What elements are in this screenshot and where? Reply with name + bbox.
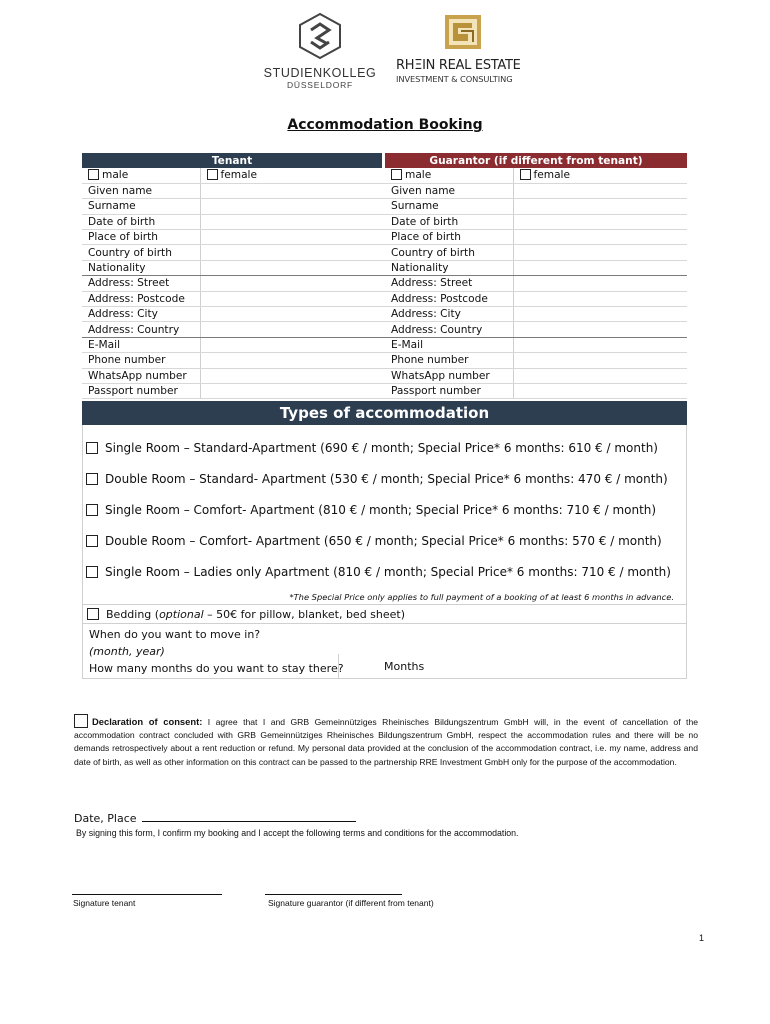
field-rows [82,183,687,398]
signature-tenant-label: Signature tenant [73,898,136,908]
guarantor-field-input[interactable] [513,307,687,322]
studienkolleg-name: STUDIENKOLLEG [263,66,377,80]
table-row [82,383,687,398]
tenant-female-label: female [220,169,258,182]
tenant-field-input[interactable] [200,383,382,398]
guarantor-field-input[interactable] [513,353,687,368]
guarantor-field-input[interactable] [513,368,687,383]
consent-checkbox[interactable] [74,714,88,728]
guarantor-field-label: Address: Country [385,322,513,337]
rhein-subtitle: INVESTMENT & CONSULTING [396,74,513,84]
guarantor-header: Guarantor (if different from tenant) [385,153,687,168]
option-double-standard[interactable] [86,472,668,486]
tenant-field-label: Address: Postcode [82,291,200,306]
tenant-field-input[interactable] [200,368,382,383]
signature-guarantor-line[interactable] [265,894,402,895]
guarantor-field-label: Address: City [385,307,513,322]
tenant-field-input[interactable] [200,337,382,352]
tenant-field-input[interactable] [200,307,382,322]
tenant-field-input[interactable] [200,353,382,368]
move-in-hint: (month, year) [89,645,165,658]
option-checkbox[interactable] [86,442,98,454]
tenant-field-label: Country of birth [82,245,200,260]
tenant-field-input[interactable] [200,260,382,275]
tenant-male-checkbox[interactable] [88,169,99,180]
tenant-field-input[interactable] [200,214,382,229]
tenant-field-input[interactable] [200,230,382,245]
option-checkbox[interactable] [86,535,98,547]
guarantor-field-label: Place of birth [385,230,513,245]
table-row [82,183,687,198]
studienkolleg-city: DÜSSELDORF [286,80,354,90]
option-double-comfort[interactable] [86,534,662,548]
tenant-field-label: E-Mail [82,337,200,352]
guarantor-male-option[interactable] [385,168,513,183]
tenant-female-checkbox[interactable] [207,169,218,180]
guarantor-field-label: Country of birth [385,245,513,260]
bedding-option[interactable] [82,604,687,624]
rhein-name: RHΞIN REAL ESTATE [396,58,521,73]
bedding-optional: optional [159,608,204,621]
tenant-field-label: Given name [82,183,200,198]
table-row [82,322,687,337]
date-place-line[interactable] [142,812,356,822]
table-row [82,307,687,322]
option-label: Single Room – Ladies only Apartment (810 € / month; Special Price* 6 months: 710 € / month) [105,565,671,579]
guarantor-field-label: Given name [385,183,513,198]
guarantor-field-label: Address: Postcode [385,291,513,306]
option-single-comfort[interactable] [86,503,656,517]
guarantor-field-label: E-Mail [385,337,513,352]
guarantor-female-option[interactable] [513,168,687,183]
studienkolleg-logo [256,12,384,90]
tenant-field-input[interactable] [200,245,382,260]
guarantor-field-input[interactable] [513,183,687,198]
table-row [82,214,687,229]
date-place-field[interactable] [74,812,356,825]
table-row [82,276,687,291]
signature-guarantor-label: Signature guarantor (if different from tenant) [268,898,434,908]
tenant-field-label: Place of birth [82,230,200,245]
date-place-label: Date, Place [74,812,137,825]
option-single-standard[interactable] [86,441,658,455]
move-in-section [82,624,687,679]
guarantor-female-label: female [533,169,571,182]
table-row [82,245,687,260]
option-checkbox[interactable] [86,566,98,578]
bedding-checkbox[interactable] [87,608,99,620]
rhein-emblem-icon [444,14,482,50]
tenant-header: Tenant [82,153,382,168]
types-of-accommodation-header: Types of accommodation [82,401,687,425]
bedding-label-suffix: – 50€ for pillow, blanket, bed sheet) [203,608,406,621]
guarantor-field-input[interactable] [513,199,687,214]
tenant-field-label: Date of birth [82,214,200,229]
guarantor-field-input[interactable] [513,291,687,306]
guarantor-field-label: WhatsApp number [385,368,513,383]
guarantor-field-input[interactable] [513,260,687,275]
tenant-field-label: Surname [82,199,200,214]
page-title: Accommodation Booking [287,117,483,133]
guarantor-male-checkbox[interactable] [391,169,402,180]
tenant-field-input[interactable] [200,322,382,337]
tenant-field-label: Address: City [82,307,200,322]
tenant-field-label: WhatsApp number [82,368,200,383]
guarantor-field-label: Passport number [385,383,513,398]
person-details-table [82,153,687,399]
table-row [82,199,687,214]
booking-confirmation-text: By signing this form, I confirm my booking and I accept the following terms and conditions for the accommodation. [76,828,519,838]
option-single-ladies[interactable] [86,565,671,579]
bedding-label-prefix: Bedding ( [106,608,160,621]
tenant-field-input[interactable] [200,183,382,198]
option-label: Double Room – Standard- Apartment (530 € / month; Special Price* 6 months: 470 € / month) [105,472,668,486]
rhein-real-estate-logo [396,14,536,84]
option-checkbox[interactable] [86,473,98,485]
guarantor-field-input[interactable] [513,322,687,337]
tenant-male-option[interactable] [82,168,200,183]
guarantor-field-input[interactable] [513,383,687,398]
option-checkbox[interactable] [86,504,98,516]
guarantor-field-label: Date of birth [385,214,513,229]
consent-text: I agree that I and GRB Gemeinnütziges Rheinisches Bildungszentrum GmbH will, in the event of cancellation of the accommodation contract concluded with GRB Gemeinnütziges Rheinisches Bildungszentrum GmbH, respect the accommodation rules and there will be no demands retrospectively about a rent reduction or refund. My personal data provided at the conclusion of the accommodation contract, i.e. my name, address and date of birth, as well as other information on this contract can be passed to the partnership RRE Investment GmbH only for the purpose of the accommodation. [74,717,699,767]
option-label: Single Room – Standard-Apartment (690 € / month; Special Price* 6 months: 610 € / month) [105,441,658,455]
months-label: Months [384,660,425,673]
tenant-field-input[interactable] [200,291,382,306]
tenant-field-input[interactable] [200,276,382,291]
guarantor-field-input[interactable] [513,245,687,260]
guarantor-field-label: Address: Street [385,276,513,291]
studienkolleg-emblem-icon [297,12,343,60]
guarantor-field-label: Nationality [385,260,513,275]
table-row [82,260,687,275]
table-row [82,368,687,383]
declaration-of-consent [74,714,698,769]
tenant-field-input[interactable] [200,199,382,214]
gender-row [82,168,687,183]
option-label: Double Room – Comfort- Apartment (650 € / month; Special Price* 6 months: 570 € / month) [105,534,662,548]
guarantor-field-label: Surname [385,199,513,214]
guarantor-field-input[interactable] [513,276,687,291]
guarantor-female-checkbox[interactable] [520,169,531,180]
table-row [82,291,687,306]
table-row [82,353,687,368]
tenant-field-label: Address: Country [82,322,200,337]
months-divider [338,654,339,679]
guarantor-field-input[interactable] [513,214,687,229]
tenant-male-label: male [102,169,129,182]
stay-duration-question: How many months do you want to stay there? [89,662,344,675]
special-price-note: *The Special Price only applies to full payment of a booking of at least 6 months in advance. [289,592,674,602]
table-row [82,337,687,352]
consent-label: Declaration of consent [92,716,200,727]
page-number: 1 [699,933,705,943]
table-row [82,230,687,245]
tenant-field-label: Phone number [82,353,200,368]
signature-tenant-line[interactable] [72,894,222,895]
guarantor-male-label: male [405,169,432,182]
option-label: Single Room – Comfort- Apartment (810 € / month; Special Price* 6 months: 710 € / month) [105,503,657,517]
tenant-female-option[interactable] [200,168,382,183]
move-in-question: When do you want to move in? [89,628,261,641]
table-header-row [82,153,687,168]
tenant-field-label: Passport number [82,383,200,398]
guarantor-field-label: Phone number [385,353,513,368]
tenant-field-label: Address: Street [82,276,200,291]
tenant-field-label: Nationality [82,260,200,275]
consent-colon: : [199,716,203,727]
guarantor-field-input[interactable] [513,337,687,352]
guarantor-field-input[interactable] [513,230,687,245]
